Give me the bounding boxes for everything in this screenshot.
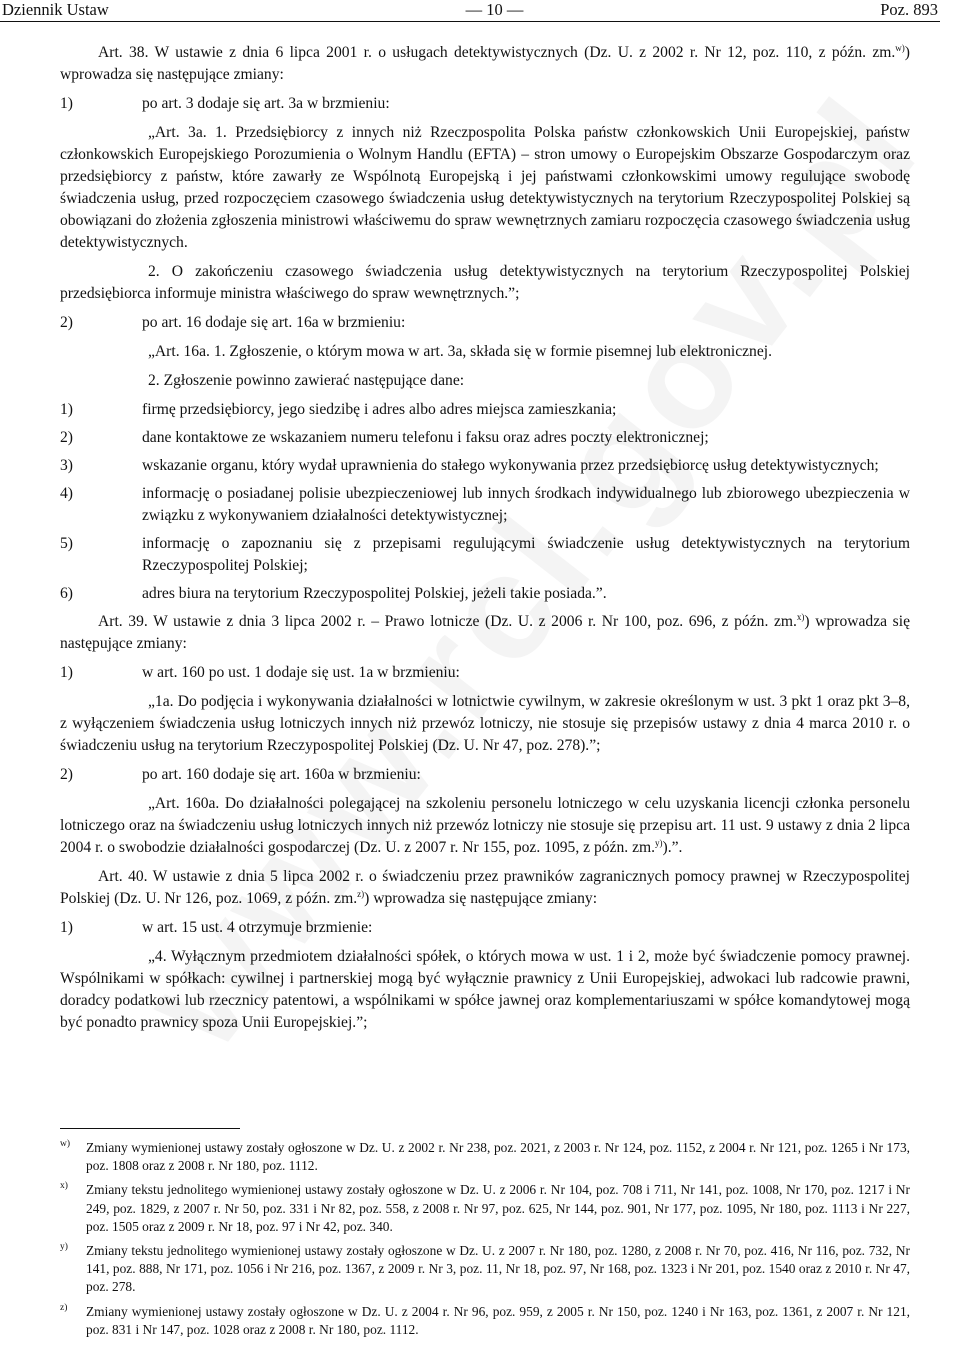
footnote-x: x) Zmiany tekstu jednolitego wymienionej ustawy zostały ogłoszone w Dz. U. z 2006 r. Nr 104, poz. 708 i 711, Nr 141, poz. 1008, Nr 170, poz. 1217 i Nr 249, poz. 1829, z 2007 r. Nr 50, poz. 331 i Nr 82, poz. 558, z 2008 r. Nr 97, poz. 625, Nr 144, poz. 901, Nr 177, poz. 1095, Nr 180, poz. 1113 i Nr 227, poz. 1505 oraz z 2009 r. Nr 18, poz. 97 i Nr 42, poz. 340. (60, 1181, 910, 1234)
art39-item-1: 1) w art. 160 po ust. 1 dodaje się ust. 1a w brzmieniu: (60, 664, 460, 681)
footnotes (60, 1128, 910, 1345)
header-divider (0, 21, 940, 22)
art39-item-2: 2) po art. 160 dodaje się art. 160a w brzmieniu: (60, 766, 421, 783)
art16a-paragraph-2: 2. Zgłoszenie powinno zawierać następujące dane: (148, 372, 465, 389)
page-number: — 10 — (465, 0, 524, 19)
article-39-intro: Art. 39. W ustawie z dnia 3 lipca 2002 r. – Prawo lotnicze (Dz. U. z 2006 r. Nr 100, poz. 696, z późn. zm.$^{x)}$) wprowadza się następujące zmiany: (60, 612, 910, 652)
art40-item-1: 1) w art. 15 ust. 4 otrzymuje brzmienie: (60, 919, 373, 936)
footnote-w: w) Zmiany wymienionej ustawy zostały ogłoszone w Dz. U. z 2002 r. Nr 238, poz. 2021, z 2003 r. Nr 124, poz. 1152, z 2004 r. Nr 121, poz. 1265 i Nr 173, poz. 1808 oraz z 2008 r. Nr 180, poz. 1112. (60, 1139, 910, 1174)
art38-item-1: 1) po art. 3 dodaje się art. 3a w brzmieniu: (60, 95, 390, 112)
art16a-point-1: 1) firmę przedsiębiorcy, jego siedzibę i adres albo adres miejsca zamieszkania; (60, 401, 617, 418)
footnote-y: y) Zmiany tekstu jednolitego wymienionej ustawy zostały ogłoszone w Dz. U. z 2007 r. Nr 180, poz. 1280, z 2008 r. Nr 70, poz. 416, Nr 116, poz. 732, Nr 141, poz. 888, Nr 171, poz. 1056 i Nr 216, poz. 1367, z 2009 r. Nr 3, poz. 11, Nr 18, poz. 97, Nr 168, poz. 1323 i Nr 201, poz. 1540 oraz z 2010 r. Nr 47, poz. 278. (60, 1242, 910, 1295)
article-38-intro: Art. 38. W ustawie z dnia 6 lipca 2001 r. o usługach detektywistycznych (Dz. U. z 2002 r. Nr 12, poz. 110, z późn. zm.$^{w)}$) wprowadza się następujące zmiany: (60, 43, 910, 83)
footnote-ref-y: y) (655, 838, 663, 848)
footnote-z: z) Zmiany wymienionej ustawy zostały ogłoszone w Dz. U. z 2004 r. Nr 96, poz. 959, z 2005 r. Nr 150, poz. 1240 i Nr 163, poz. 1361, z 2007 r. Nr 121, poz. 831 i Nr 147, poz. 1028 oraz z 2008 r. Nr 180, poz. 1112. (60, 1302, 910, 1337)
position-number: Poz. 893 (880, 0, 938, 19)
footnote-ref-x: x) (796, 612, 805, 622)
art16a-point-4: 4) informację o posiadanej polisie ubezpieczeniowej lub innych środkach indywidualnego lub zbiorowego ubezpieczenia w związku z wykonywaniem działalności detektywistycznej; (60, 485, 910, 524)
art16a-paragraph-1: „Art. 16a. 1. Zgłoszenie, o którym mowa w art. 3a, składa się w formie pisemnej lub elektronicznej. (148, 343, 773, 360)
art3a-paragraph-1: „Art. 3a. 1. Przedsiębiorcy z innych niż Rzeczpospolita Polska państw członkowskich Unii Europejskiej, państw członkowskich Europejskiego Porozumienia o Wolnym Handlu (EFTA) – stron umowy o Europejskim Obszarze Gospodarczym oraz przedsiębiorcy z państw, które zawarły ze Wspólnotą Europejską i jej państwami członkowskimi umowy regulujące swobodę świadczenia usług, przed rozpoczęciem czasowego świadczenia usług detektywistycznych na terytorium Rzeczypospolitej Polskiej są obowiązani do złożenia zgłoszenia ministrowi właściwemu do spraw wewnętrznych zamiaru rozpoczęcia czasowego świadczenia usług detektywistycznych. (60, 124, 910, 251)
art160-ust-1a: „1a. Do podjęcia i wykonywania działalności w lotnictwie cywilnym, w zakresie określonym w ust. 3 pkt 1 oraz pkt 3–8, z wyłączeniem świadczenia usług lotniczych innych niż przewóz lotniczy, nie stosuje się przepisów ustawy z dnia 4 marca 2010 r. o świadczeniu usług na terytorium Rzeczypospolitej Polskiej (Dz. U. Nr 47, poz. 278).”; (60, 693, 910, 754)
footnote-ref-w: w) (895, 43, 905, 53)
art15-ust-4: „4. Wyłącznym przedmiotem działalności spółek, o których mowa w ust. 1 i 2, może być świadczenie pomocy prawnej. Wspólnikami w spółkach: cywilnej i partnerskiej mogą być wyłącznie prawnicy z Unii Europejskiej, adwokaci lub radcowie prawni, doradcy podatkowi lub rzecznicy patentowi, a wspólnikami w spółce jawnej oraz komplementariuszami w spółce komandytowej mogą być ponadto prawnicy spoza Unii Europejskiej.”; (60, 948, 910, 1031)
art16a-point-3: 3) wskazanie organu, który wydał uprawnienia do stałego wykonywania przez przedsiębiorcę usług detektywistycznych; (60, 457, 879, 474)
article-40-intro: Art. 40. W ustawie z dnia 5 lipca 2002 r. o świadczeniu przez prawników zagranicznych pomocy prawnej w Rzeczypospolitej Polskiej (Dz. U. Nr 126, poz. 1069, z późn. zm.$^{z)}$) wprowadza się następujące zmiany: (60, 868, 910, 907)
page-header (2, 0, 938, 22)
art160a-paragraph: „Art. 160a. Do działalności polegającej na szkoleniu personelu lotniczego w celu uzyskania licencji członka personelu lotniczego oraz na świadczeniu usług lotniczych innych niż przewóz lotniczy nie stosuje się przepisu art. 11 ust. 9 ustawy z dnia 2 lipca 2004 r. o swobodzie działalności gospodarczej (Dz. U. z 2007 r. Nr 155, poz. 1095, z późn. zm.$^{y)}$).”. (60, 795, 910, 856)
art16a-point-2: 2) dane kontaktowe ze wskazaniem numeru telefonu i faksu oraz adres poczty elektronicznej; (60, 429, 709, 446)
journal-title: Dziennik Ustaw (2, 0, 109, 19)
art3a-paragraph-2: 2. O zakończeniu czasowego świadczenia usług detektywistycznych na terytorium Rzeczypospolitej Polskiej przedsiębiorca informuje ministra właściwego do spraw wewnętrznych.”; (60, 263, 910, 302)
footnote-ref-z: z) (357, 889, 365, 899)
footnote-divider (60, 1128, 240, 1129)
art38-item-2: 2) po art. 16 dodaje się art. 16a w brzmieniu: (60, 314, 406, 331)
art16a-point-6: 6) adres biura na terytorium Rzeczypospolitej Polskiej, jeżeli takie posiada.”. (60, 585, 607, 602)
document-body (60, 42, 910, 1041)
art16a-point-5: 5) informację o zapoznaniu się z przepisami regulującymi świadczenie usług detektywistycznych na terytorium Rzeczypospolitej Polskiej; (60, 535, 910, 574)
